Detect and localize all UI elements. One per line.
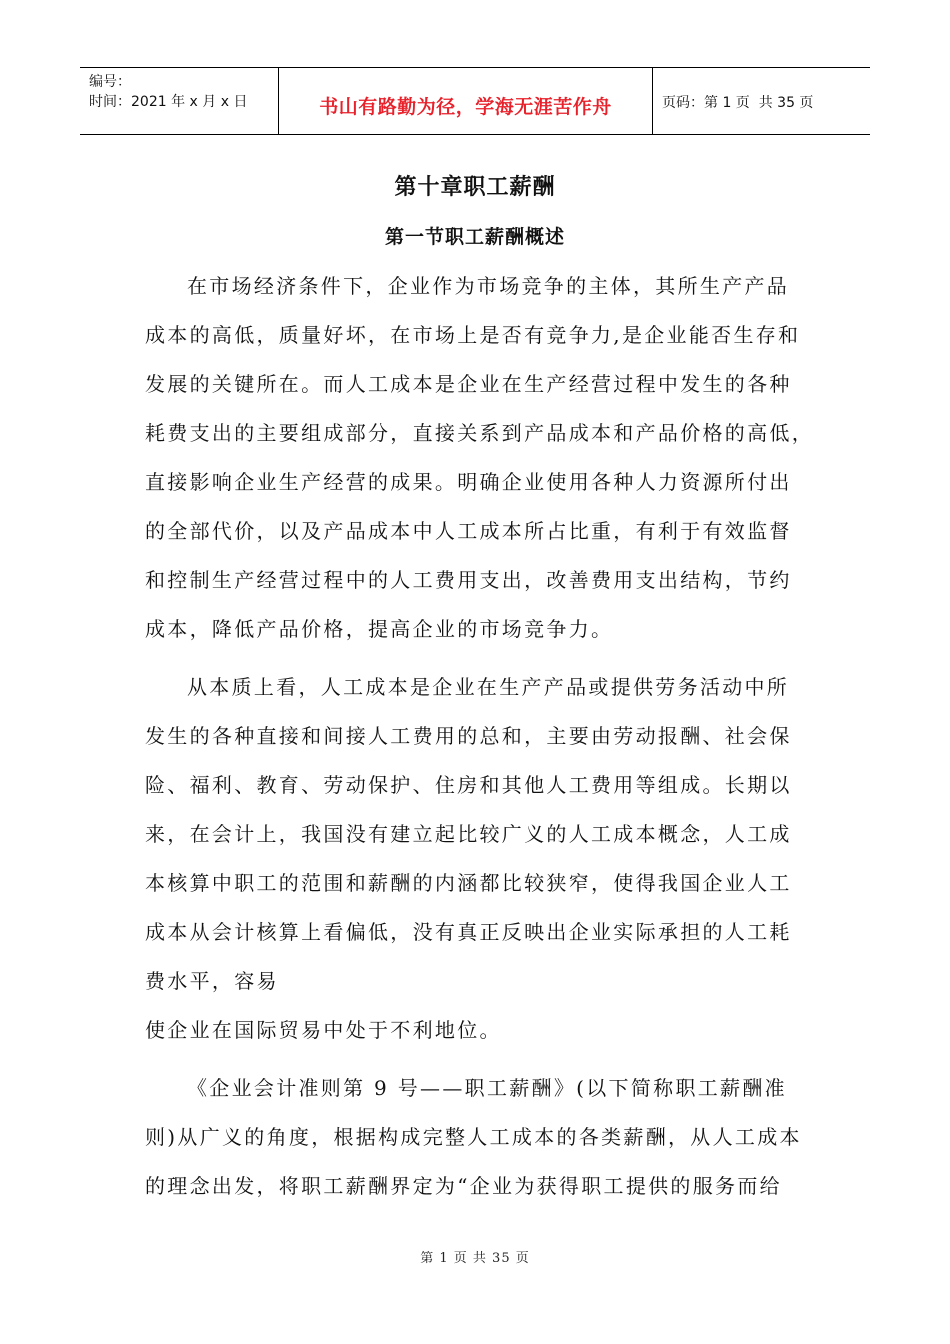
body-text — [145, 262, 814, 1211]
paragraph-line: 从本质上看，人工成本是企业在生产产品或提供劳务活动中所 — [187, 675, 790, 699]
page-footer: 第 1 页 共 35 页 — [420, 1251, 530, 1266]
header-table — [80, 67, 870, 135]
paragraph-line: 成本，降低产品价格，提高企业的市场竞争力。 — [145, 617, 614, 641]
document-date: 时间：2021 年 x 月 x 日 — [89, 94, 248, 110]
paragraph-line: 则)从广义的角度，根据构成完整人工成本的各类薪酬，从人工成本 — [145, 1125, 802, 1149]
paragraph-line: 成本从会计核算上看偏低，没有真正反映出企业实际承担的人工耗 — [145, 920, 792, 944]
paragraph-line: 使企业在国际贸易中处于不利地位。 — [145, 1018, 502, 1042]
page-info: 页码：第 1 页 共 35 页 — [662, 95, 814, 111]
document-number-label: 编号： — [89, 74, 131, 90]
header-meta-cell — [80, 68, 279, 134]
header-page-cell — [653, 68, 870, 134]
section-title: 第一节职工薪酬概述 — [384, 226, 565, 248]
motto-text: 书山有路勤为径，学海无涯苦作舟 — [319, 95, 612, 118]
paragraph-line: 发生的各种直接和间接人工费用的总和，主要由劳动报酬、社会保 — [145, 724, 792, 748]
paragraph-line: 直接影响企业生产经营的成果。明确企业使用各种人力资源所付出 — [145, 470, 792, 494]
paragraph-line: 险、福利、教育、劳动保护、住房和其他人工费用等组成。长期以 — [145, 773, 792, 797]
chapter-title: 第十章职工薪酬 — [394, 175, 556, 200]
paragraph-line: 本核算中职工的范围和薪酬的内涵都比较狭窄，使得我国企业人工 — [145, 871, 792, 895]
paragraph-line: 的全部代价，以及产品成本中人工成本所占比重，有利于有效监督 — [145, 519, 792, 543]
paragraph-line: 来，在会计上，我国没有建立起比较广义的人工成本概念，人工成 — [145, 822, 792, 846]
paragraph-line: 成本的高低，质量好坏，在市场上是否有竞争力,是企业能否生存和 — [145, 323, 801, 347]
paragraph-line: 《企业会计准则第 9 号——职工薪酬》(以下简称职工薪酬准 — [187, 1076, 787, 1100]
paragraph-line: 耗费支出的主要组成部分，直接关系到产品成本和产品价格的高低， — [145, 421, 814, 445]
header-motto-cell — [279, 68, 653, 134]
paragraph-line: 费水平，容易 — [145, 969, 279, 993]
paragraph-line: 在市场经济条件下，企业作为市场竞争的主体，其所生产产品 — [187, 274, 790, 298]
paragraph-line: 和控制生产经营过程中的人工费用支出，改善费用支出结构，节约 — [145, 568, 792, 592]
paragraph-line: 发展的关键所在。而人工成本是企业在生产经营过程中发生的各种 — [145, 372, 792, 396]
paragraph-line: 的理念出发，将职工薪酬界定为“企业为获得职工提供的服务而给 — [145, 1174, 782, 1198]
